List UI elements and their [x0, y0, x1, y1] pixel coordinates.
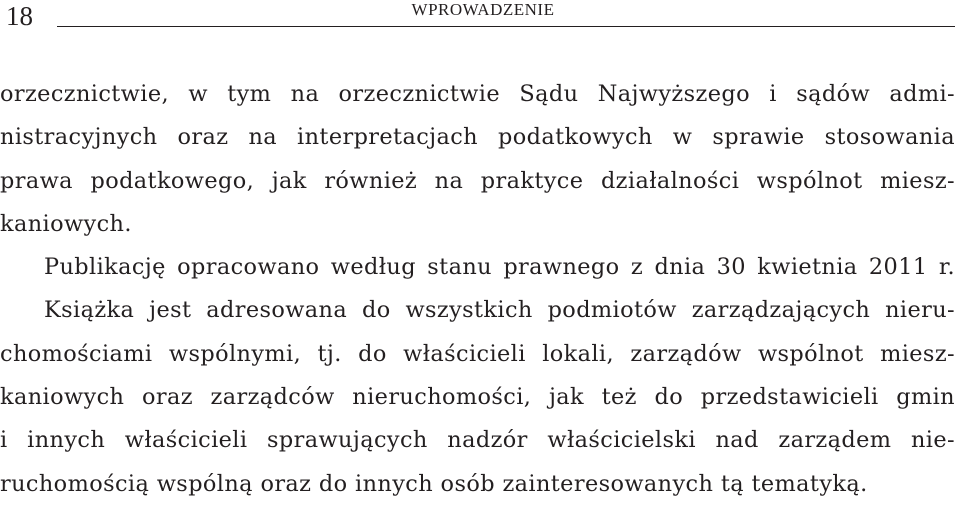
header-rule [57, 26, 955, 27]
paragraph [0, 73, 955, 246]
body-text [0, 73, 955, 506]
text-line: kaniowych oraz zarządców nieruchomości, jak też do przedstawicieli gmin [0, 384, 955, 411]
text-line: ruchomością wspólną oraz do innych osób zainteresowanych tą tematyką. [0, 470, 868, 497]
text-line: chomościami wspólnymi, tj. do właścicieli lokali, zarządów wspólnot miesz- [0, 340, 955, 367]
text-line: kaniowych. [0, 210, 132, 237]
page-header [0, 0, 960, 40]
paragraph [0, 289, 955, 505]
page-number: 18 [6, 1, 33, 31]
paragraph [0, 246, 955, 289]
text-line: Publikację opracowano według stanu prawnego z dnia 30 kwietnia 2011 r. [44, 254, 955, 281]
text-line: prawa podatkowego, jak również na praktyce działalności wspólnot miesz- [0, 167, 955, 194]
text-line: i innych właścicieli sprawujących nadzór właścicielski nad zarządem nie- [0, 427, 955, 454]
text-line: nistracyjnych oraz na interpretacjach podatkowych w sprawie stosowania [0, 124, 955, 151]
text-line: Książka jest adresowana do wszystkich podmiotów zarządzających nieru- [44, 297, 955, 324]
running-head: WPROWADZENIE [411, 0, 555, 19]
text-line: orzecznictwie, w tym na orzecznictwie Sądu Najwyższego i sądów admi- [0, 81, 955, 107]
